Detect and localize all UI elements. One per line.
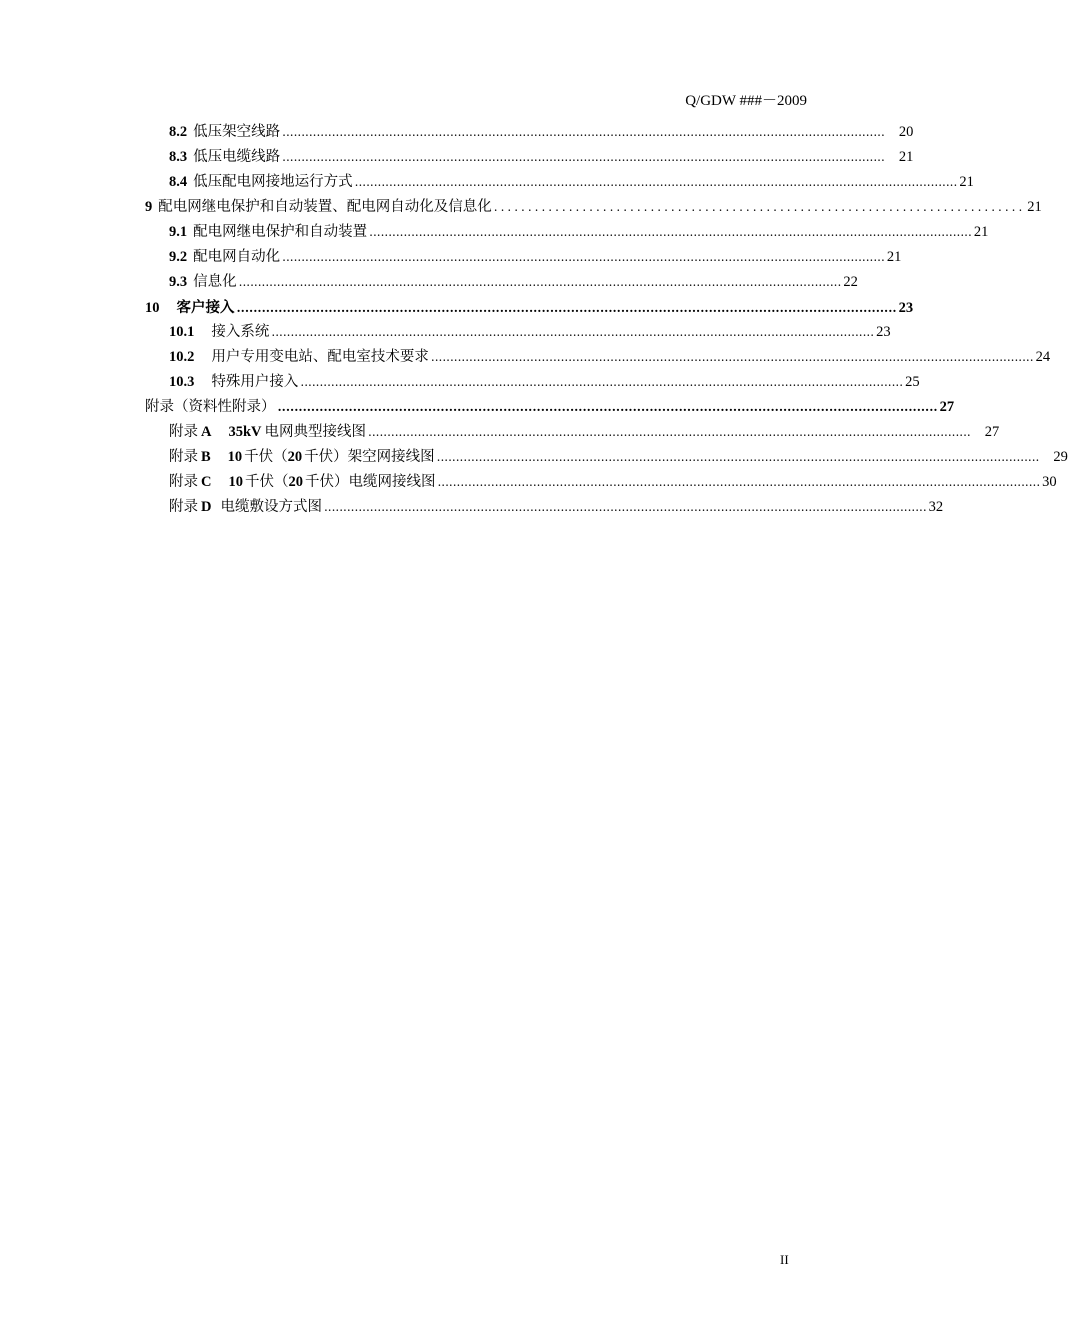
dot-leader: ..............................................................................................................................................................	[323, 500, 927, 514]
appendix-title-mid: 千伏（	[244, 449, 288, 465]
toc-entry-page: 30	[1042, 474, 1057, 490]
toc-entry-title: 接入系统	[211, 324, 270, 340]
toc-entry-8-3[interactable]	[145, 145, 914, 170]
dot-leader: ..............................................................................................................................................................	[430, 350, 1034, 364]
toc-entry-title: 配电网继电保护和自动装置	[193, 224, 368, 240]
toc-entry-page: 21	[973, 224, 989, 240]
dot-leader: ..............................................................................................................................................................	[436, 450, 1040, 464]
toc-entry-10-3[interactable]	[145, 370, 920, 395]
toc-entry-appendix-d[interactable]	[145, 495, 944, 520]
dot-leader: ..............................................................................................................................................................	[354, 175, 958, 189]
appendix-letter: B	[201, 449, 211, 465]
toc-entry-9-3[interactable]	[145, 270, 858, 295]
toc-entry-appendix[interactable]	[145, 395, 955, 420]
dot-leader: ..............................................................................................................................................................	[437, 475, 1041, 489]
appendix-prefix: 附录	[169, 424, 198, 440]
toc-entry-number: 9.1	[169, 224, 188, 240]
toc-entry-page: 21	[898, 149, 914, 165]
appendix-voltage-1: 10	[227, 449, 243, 465]
dot-leader: ..............................................................................................................................................................	[369, 225, 972, 239]
toc-entry-10-1[interactable]	[145, 320, 891, 345]
toc-entry-title: 低压架空线路	[193, 124, 281, 140]
dot-leader: ..............................................................................................................................................................	[282, 150, 885, 164]
dot-leader: ..............................................................................................................................................................	[300, 375, 904, 389]
appendix-prefix: 附录	[169, 499, 198, 515]
toc-entry-number: 10.1	[169, 324, 195, 340]
appendix-letter: D	[201, 499, 212, 515]
toc-entry-appendix-c[interactable]	[145, 470, 1057, 495]
appendix-prefix: 附录	[169, 449, 198, 465]
toc-entry-page: 32	[928, 499, 944, 515]
dot-leader: ..............................................................................................................................................................	[368, 425, 971, 439]
appendix-voltage-1: 10	[228, 474, 243, 490]
table-of-contents	[145, 120, 1068, 520]
toc-entry-page: 25	[905, 374, 920, 390]
appendix-title: 千伏）电缆网接线图	[304, 474, 436, 490]
toc-entry-appendix-a[interactable]	[145, 420, 1000, 445]
toc-entry-page: 23	[898, 300, 914, 316]
toc-entry-number: 10	[145, 300, 160, 316]
appendix-title-bold: 35kV	[228, 424, 262, 440]
toc-entry-page: 21	[959, 174, 974, 190]
appendix-letter: A	[201, 424, 212, 440]
dot-leader: ..............................................................................................................................................................	[236, 301, 897, 315]
dot-leader: ..............................................................................................................................................................	[277, 400, 938, 414]
toc-entry-page: 20	[898, 124, 914, 140]
appendix-voltage-2: 20	[287, 449, 303, 465]
dot-leader: ..............................................................................................................................................................	[282, 250, 885, 264]
toc-entry-number: 8.3	[169, 149, 188, 165]
toc-entry-10-2[interactable]	[145, 345, 1051, 370]
toc-entry-page: 27	[984, 424, 1000, 440]
toc-entry-9-1[interactable]	[145, 220, 989, 245]
document-code: Q/GDW ###－2009	[685, 93, 807, 109]
appendix-title: 电网典型接线图	[264, 424, 367, 440]
toc-entry-title: 客户接入	[176, 299, 235, 316]
toc-entry-page: 24	[1035, 349, 1051, 365]
toc-entry-title: 附录（资料性附录）	[145, 399, 276, 415]
toc-entry-page: 27	[939, 399, 955, 415]
toc-entry-number: 9	[145, 199, 153, 215]
toc-entry-page: 21	[1027, 199, 1042, 215]
appendix-title: 电缆敷设方式图	[220, 499, 322, 515]
toc-entry-number: 8.2	[169, 124, 188, 140]
toc-entry-title: 低压电缆线路	[193, 149, 281, 165]
appendix-title-mid: 千伏（	[244, 474, 289, 490]
dot-leader: ..............................................................................................................................................................	[271, 325, 875, 339]
toc-entry-10[interactable]	[145, 295, 914, 320]
dot-leader: ..............................................................................	[493, 200, 1026, 214]
toc-entry-title: 低压配电网接地运行方式	[193, 174, 353, 190]
toc-entry-title: 配电网继电保护和自动装置、配电网自动化及信息化	[158, 199, 492, 215]
toc-entry-title: 配电网自动化	[193, 249, 281, 265]
toc-entry-title: 特殊用户接入	[211, 374, 299, 390]
appendix-letter: C	[201, 474, 212, 490]
toc-entry-title: 信息化	[193, 274, 237, 290]
toc-entry-appendix-b[interactable]	[145, 445, 1068, 470]
toc-entry-number: 9.3	[169, 274, 188, 290]
page-number: II	[780, 1252, 789, 1267]
toc-entry-page: 21	[886, 249, 902, 265]
toc-entry-8-4[interactable]	[145, 170, 974, 195]
toc-entry-8-2[interactable]	[145, 120, 914, 145]
toc-entry-9[interactable]	[145, 195, 1042, 220]
toc-entry-number: 10.3	[169, 374, 195, 390]
dot-leader: ..............................................................................................................................................................	[282, 125, 885, 139]
appendix-prefix: 附录	[169, 474, 198, 490]
dot-leader: ..............................................................................................................................................................	[238, 275, 842, 289]
appendix-title: 千伏）架空网接线图	[304, 449, 435, 465]
toc-entry-title: 用户专用变电站、配电室技术要求	[211, 349, 429, 365]
toc-entry-9-2[interactable]	[145, 245, 902, 270]
toc-entry-page: 23	[876, 324, 891, 340]
appendix-voltage-2: 20	[288, 474, 303, 490]
toc-entry-number: 9.2	[169, 249, 188, 265]
toc-entry-number: 8.4	[169, 174, 188, 190]
toc-entry-page: 22	[843, 274, 858, 290]
toc-entry-page: 29	[1053, 449, 1068, 465]
toc-entry-number: 10.2	[169, 349, 195, 365]
